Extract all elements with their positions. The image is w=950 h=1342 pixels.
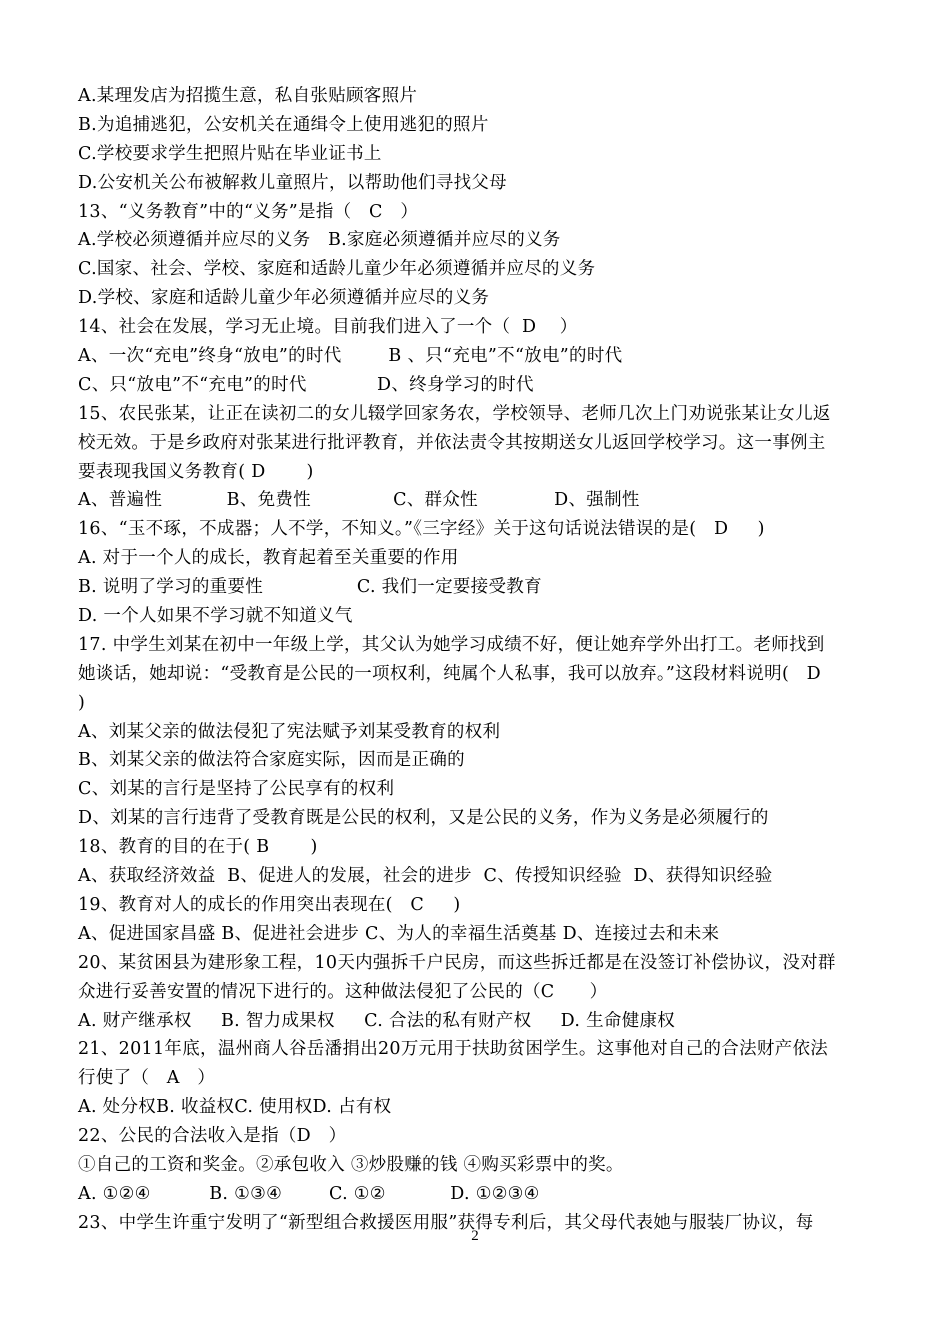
- option-line: D.公安机关公布被解救儿童照片，以帮助他们寻找父母: [78, 172, 507, 193]
- question-text-line: 校无效。于是乡政府对张某进行批评教育，并依法责令其按期送女儿返回学校学习。这一事例主: [78, 432, 826, 453]
- option-line: A、一次“充电”终身“放电”的时代 B 、只“充电”不“放电”的时代: [78, 346, 623, 367]
- option-line: A、刘某父亲的做法侵犯了宪法赋予刘某受教育的权利: [78, 721, 501, 742]
- option-line: A、促进国家昌盛 B、促进社会进步 C、为人的幸福生活奠基 D、连接过去和未来: [78, 923, 720, 944]
- option-line: A、获取经济效益 B、促进人的发展，社会的进步 C、传授知识经验 D、获得知识经验: [78, 866, 773, 887]
- question-21: 21、2011年底，温州商人谷岳潘捐出20万元用于扶助贫困学生。这事他对自己的合法财产依法: [78, 1039, 829, 1060]
- question-text-line: 她谈话，她却说：“受教育是公民的一项权利，纯属个人私事，我可以放弃。”这段材料说明( D: [78, 663, 821, 684]
- question-text-line: 要表现我国义务教育( D ): [78, 461, 314, 482]
- option-line: C、只“放电”不“充电”的时代 D、终身学习的时代: [78, 374, 534, 395]
- option-line: B、刘某父亲的做法符合家庭实际，因而是正确的: [78, 750, 465, 771]
- question-22: 22、公民的合法收入是指（D ）: [78, 1126, 347, 1147]
- option-line: A、普遍性 B、免费性 C、群众性 D、强制性: [78, 490, 640, 511]
- question-15: 15、农民张某，让正在读初二的女儿辍学回家务农，学校领导、老师几次上门劝说张某让女儿返: [78, 403, 831, 424]
- option-line: D、刘某的言行违背了受教育既是公民的权利，又是公民的义务，作为义务是必须履行的: [78, 808, 769, 829]
- question-13: 13、“义务教育”中的“义务”是指（ C ）: [78, 201, 419, 222]
- option-line: A.学校必须遵循并应尽的义务 B.家庭必须遵循并应尽的义务: [78, 230, 561, 251]
- page-number: 2: [471, 1228, 479, 1244]
- question-text-line: ①自己的工资和奖金。②承包收入 ③炒股赚的钱 ④购买彩票中的奖。: [78, 1154, 624, 1175]
- option-line: A.某理发店为招揽生意，私自张贴顾客照片: [78, 86, 418, 106]
- question-18: 18、教育的目的在于( B ): [78, 837, 318, 858]
- option-line: A. 处分权B. 收益权C. 使用权D. 占有权: [78, 1097, 392, 1118]
- question-23: 23、中学生许重宁发明了“新型组合救援医用服”获得专利后，其父母代表她与服装厂协议，每: [78, 1212, 814, 1233]
- question-16: 16、“玉不琢，不成器；人不学，不知义。”《三字经》关于这句话说法错误的是( D ): [78, 519, 765, 540]
- question-20: 20、某贫困县为建形象工程，10天内强拆千户民房，而这些拆迁都是在没签订补偿协议，没对群: [78, 952, 836, 973]
- option-line: C.国家、社会、学校、家庭和适龄儿童少年必须遵循并应尽的义务: [78, 259, 596, 280]
- question-text-line: 众进行妥善安置的情况下进行的。这种做法侵犯了公民的（C ）: [78, 981, 608, 1002]
- question-14: 14、社会在发展，学习无止境。目前我们进入了一个（ D ）: [78, 317, 578, 338]
- option-line: B. 说明了学习的重要性 C. 我们一定要接受教育: [78, 577, 542, 598]
- option-line: A. 对于一个人的成长，教育起着至关重要的作用: [78, 548, 459, 569]
- option-line: A. 财产继承权 B. 智力成果权 C. 合法的私有财产权 D. 生命健康权: [78, 1010, 676, 1031]
- option-line: C、刘某的言行是坚持了公民享有的权利: [78, 779, 395, 800]
- option-line: C.学校要求学生把照片贴在毕业证书上: [78, 143, 382, 164]
- option-line: D. 一个人如果不学习就不知道义气: [78, 606, 353, 627]
- option-line: B.为追捕逃犯，公安机关在通缉令上使用逃犯的照片: [78, 114, 489, 135]
- option-line: D.学校、家庭和适龄儿童少年必须遵循并应尽的义务: [78, 288, 490, 309]
- question-text-line: 行使了（ A ）: [78, 1068, 216, 1089]
- question-19: 19、教育对人的成长的作用突出表现在( C ): [78, 894, 461, 915]
- question-17: 17. 中学生刘某在初中一年级上学，其父认为她学习成绩不好，便让她弃学外出打工。老师找到: [78, 634, 825, 655]
- document-body: [78, 82, 878, 1238]
- option-line: A. ①②④ B. ①③④ C. ①② D. ①②③④: [78, 1183, 540, 1204]
- question-text-line: ): [78, 692, 86, 713]
